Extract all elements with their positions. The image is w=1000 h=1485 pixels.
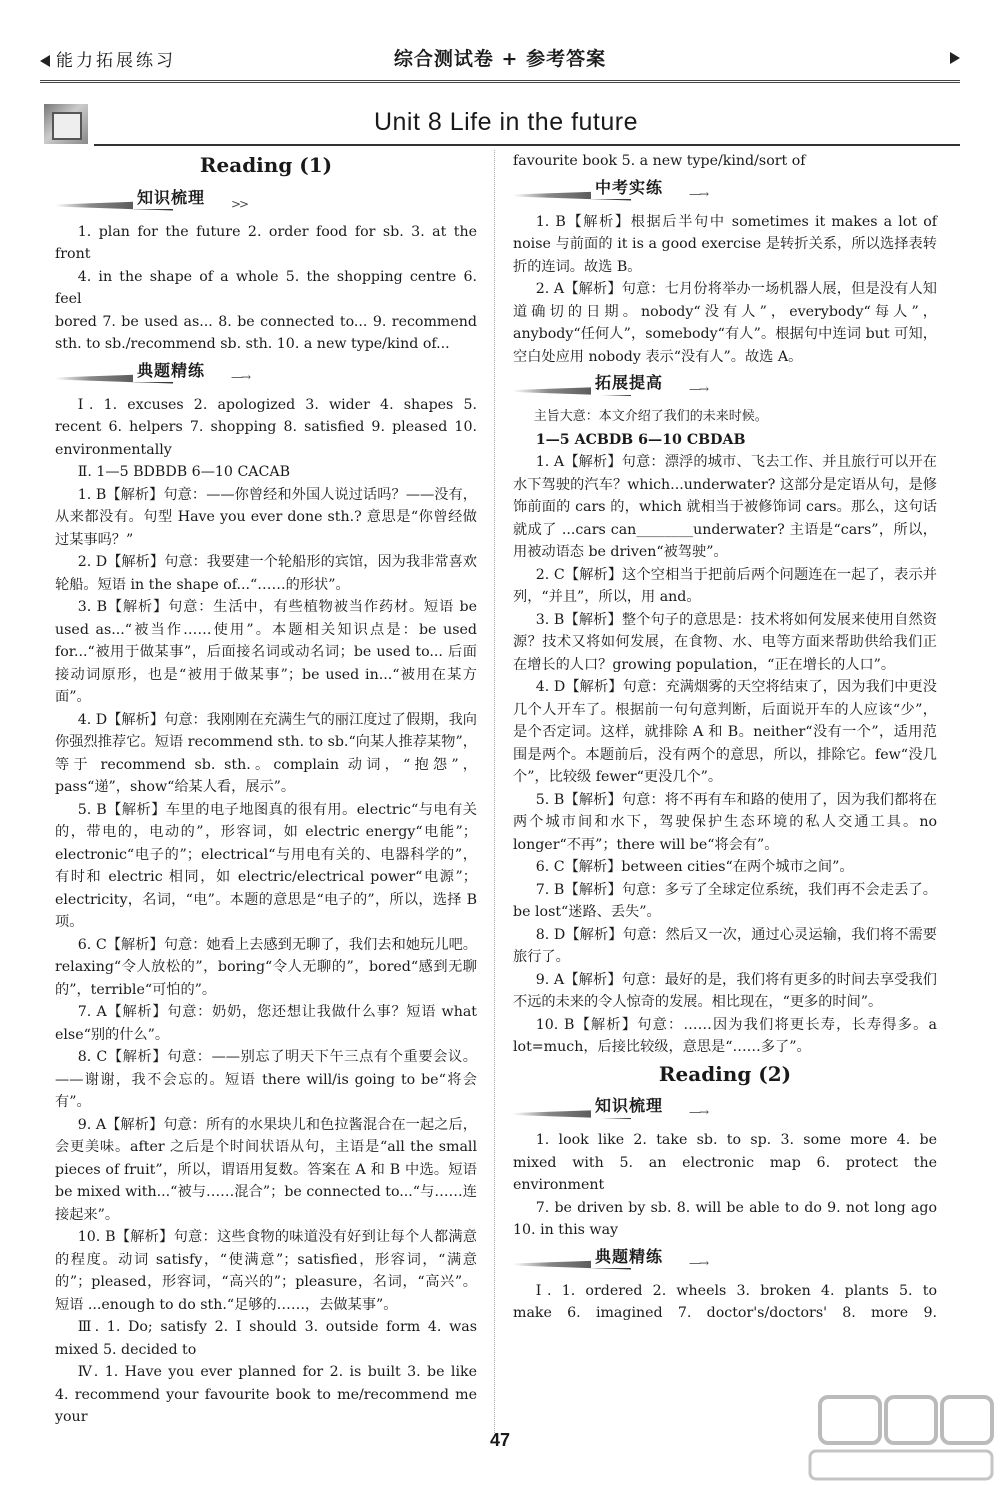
explanation-item: 2. A【解析】句意：七月份将举办一场机器人展，但是没有人知道确切的日期。nobody“没有人”，everybody“每人”，anybody“任何人”，somebody“有人”。根据句中连词 but 可知，空白处应用 nobody 表示“没有人”。故选 A。 — [513, 281, 937, 365]
answer-line: favourite book 5. a new type/kind/sort of — [513, 153, 806, 169]
section-title-reading2: Reading (2) — [658, 1061, 792, 1086]
double-arrow-icon: >> — [231, 196, 248, 211]
explanation-item: 1. B【解析】根据后半句中 sometimes it makes a lot of noise 与前面的 it is a good exercise 是转折关系，所以选择表转折的连词。故选 B。 — [513, 213, 937, 275]
answer-line: sth. to sb./recommend sb. sth. 10. a new type/kind of... — [55, 336, 450, 352]
watermark-logo — [790, 1385, 1000, 1485]
explanation-item: 4. D【解析】句意：我刚刚在充满生气的丽江度过了假期，我向你强烈推荐它。短语 recommend sth. to sb.“向某人推荐某物”，等于 recommend sb. sth.。complain 动词，“抱怨”，pass“递”，show“给某人看，展示”。 — [55, 711, 477, 795]
answer-line: 4. in the shape of a whole 5. the shopping centre 6. feel — [55, 268, 477, 307]
page-header — [40, 44, 960, 74]
explanation-item: 2. D【解析】句意：我要建一个轮船形的宾馆，因为我非常喜欢轮船。短语 in the shape of...“……的形状”。 — [55, 554, 477, 593]
answer-line: 1. plan for the future 2. order food for sb. 3. at the front — [55, 223, 477, 262]
answer-line: mixed with 5. an electronic map 6. protect the environment — [513, 1154, 937, 1193]
explanation-item: 2. C【解析】这个空相当于把前后两个问题连在一起了，表示并列，“并且”，所以，用 and。 — [513, 566, 937, 605]
right-arrow-icon — [950, 52, 960, 64]
explanation-item: 3. B【解析】整个句子的意思是：技术将如何发展来使用自然资源？技术又将如何发展，在食物、水、电等方面来帮助供给我们正在增长的人口？growing population，“正在增长的人口”。 — [513, 611, 937, 673]
main-idea: 主旨大意：本文介绍了我们的未来时候。 — [533, 409, 768, 424]
column-divider — [494, 150, 495, 1435]
subheader-practice — [55, 360, 477, 390]
explanation-item: 10. B【解析】句意：这些食物的味道没有好到让每个人都满意的程度。动词 satisfy，“使满意”；satisfied，形容词，“满意的”；pleased，形容词，“高兴的”；pleasure，名词，“高兴”。短语 ...enough to do sth.“足够的……，去做某事”。 — [55, 1229, 477, 1313]
right-column — [513, 150, 937, 1325]
header-title: 综合测试卷 + 参考答案 — [393, 48, 607, 70]
explanation-item: 9. A【解析】句意：最好的是，我们将有更多的时间去享受我们不远的未来的令人惊奇的发展。相比现在，“更多的时间”。 — [513, 971, 937, 1010]
answer-line: Ⅲ. 1. Do; satisfy 2. I should 3. outside form 4. was — [77, 1319, 477, 1335]
subheader-knowledge-2 — [513, 1095, 937, 1125]
left-column — [55, 150, 477, 1429]
arrow-right-icon: —→ — [231, 369, 250, 384]
explanation-item: 8. D【解析】句意：然后又一次，通过心灵运输，我们将不需要旅行了。 — [513, 926, 937, 965]
answer-line: 10. in this way — [513, 1222, 619, 1238]
subheader-label: 拓展提高 — [591, 372, 667, 395]
answer-line: Ⅰ. 1. ordered 2. wheels 3. broken 4. plants 5. to — [535, 1282, 937, 1299]
answer-line: Ⅳ. 1. Have you ever planned for 2. is built 3. be like — [77, 1364, 477, 1380]
unit-underline — [94, 144, 960, 146]
subheader-extension — [513, 372, 937, 402]
subheader-label: 知识梳理 — [591, 1095, 667, 1118]
explanation-item: 6. C【解析】between cities“在两个城市之间”。 — [535, 859, 854, 875]
subheader-label: 知识梳理 — [133, 187, 209, 210]
answer-line: 7. be driven by sb. 8. will be able to do 9. not long ago — [535, 1199, 937, 1216]
unit-book-icon — [44, 104, 88, 144]
arrow-right-icon: —→ — [689, 1105, 708, 1119]
subheader-knowledge — [55, 187, 477, 217]
subheader-exam-practice — [513, 177, 937, 207]
explanation-item: 1. B【解析】句意：——你曾经和外国人说过话吗？——没有，从来都没有。句型 Have you ever done sth.? 意思是“你曾经做过某事吗？” — [55, 486, 477, 548]
subheader-label: 中考实练 — [591, 177, 667, 200]
arrow-right-icon: —→ — [689, 382, 708, 396]
arrow-right-icon: —→ — [689, 1255, 708, 1270]
answer-key: 1—5 ACBDB 6—10 CBDAB — [535, 431, 746, 448]
explanation-item: 6. C【解析】句意：她看上去感到无聊了，我们去和她玩儿吧。relaxing“令人放松的”，boring“令人无聊的”，bored“感到无聊的”，terrible“可怕的”。 — [55, 936, 477, 998]
unit-title: Unit 8 Life in the future — [373, 108, 638, 136]
subheader-label: 典题精练 — [133, 360, 209, 383]
answer-line: 1. look like 2. take sb. to sp. 3. some more 4. be — [535, 1132, 937, 1148]
answer-line: make 6. imagined 7. doctor's/doctors' 8. more 9. — [513, 1305, 937, 1321]
unit-banner — [44, 104, 960, 146]
section-title-reading1: Reading (1) — [199, 153, 333, 177]
answer-line: Ⅰ. 1. excuses 2. apologized 3. wider 4. shapes 5. — [77, 396, 477, 413]
answer-line: Ⅱ. 1—5 BDBDB 6—10 CACAB — [77, 464, 291, 480]
page-number: 47 — [489, 1430, 511, 1450]
answer-line: recent 6. helpers 7. shopping 8. satisfied 9. pleased 10. — [55, 419, 477, 435]
header-divider — [40, 80, 960, 83]
subheader-label: 典题精练 — [591, 1246, 667, 1269]
answer-line: bored 7. be used as... 8. be connected to... 9. recommend — [55, 313, 477, 330]
explanation-item: 7. A【解析】句意：奶奶，您还想让我做什么事？短语 what else“别的什么”。 — [55, 1004, 477, 1043]
explanation-item: 7. B【解析】句意：多亏了全球定位系统，我们再不会走丢了。be lost“迷路、丢失”。 — [513, 881, 937, 920]
explanation-item: 3. B【解析】句意：生活中，有些植物被当作药材。短语 be used as...“被当作……使用”。本题相关知识点是：be used for...“被用于做某事”，后面接名词或动名词；be used to... 后面接动词原形，也是“被用于做某事”；be used in...“被用在某方面”。 — [55, 599, 477, 705]
explanation-item: 5. B【解析】句意：将不再有车和路的使用了，因为我们都将在两个城市间和水下，驾驶保护生态环境的私人交通工具。no longer“不再”；there will be“将会有”。 — [513, 791, 937, 853]
answer-line: environmentally — [55, 441, 172, 458]
header-left-text: 能力拓展练习 — [56, 51, 176, 71]
explanation-item: 10. B【解析】句意：……因为我们将更长寿，长寿得多。a lot=much，后接比较级，意思是“……多了”。 — [513, 1016, 937, 1055]
arrow-right-icon: —→ — [689, 186, 708, 201]
subheader-practice-2 — [513, 1246, 937, 1276]
explanation-item: 4. D【解析】句意：充满烟雾的天空将结束了，因为我们中更没几个人开车了。根据前一句句意判断，后面说开车的人应该“少”，是个否定词。这样，就排除 A 和 B。neither“没有一个”，适用范围是两个。本题前后，没有两个的意思，所以，排除它。few“没几个”，比较级 fewer“更没几个”。 — [513, 679, 937, 785]
explanation-item: 9. A【解析】句意：所有的水果块儿和色拉酱混合在一起之后，会更美味。after 之后是个时间状语从句，主语是“all the small pieces of fruit”，所以，谓语用复数。答案在 A 和 B 中选。短语 be mixed with...“被与……混合”；be connected to...“与……连接起来”。 — [55, 1116, 477, 1223]
explanation-item: 8. C【解析】句意：——别忘了明天下午三点有个重要会议。——谢谢，我不会忘的。短语 there will/is going to be“将会有”。 — [55, 1049, 477, 1110]
explanation-item: 5. B【解析】车里的电子地图真的很有用。electric“与电有关的，带电的，电动的”，形容词，如 electric energy“电能”；electronic“电子的”；electrical“与用电有关的、电器科学的”，有时和 electric 相同，如 electric/electrical power“电源”；electricity，名词，“电”。本题的意思是“电子的”，所以，选择 B 项。 — [55, 801, 477, 930]
answer-line: mixed 5. decided to — [55, 1341, 197, 1358]
answer-line: 4. recommend your favourite book to me/recommend me your — [55, 1386, 477, 1425]
explanation-item: 1. A【解析】句意：漂浮的城市、飞去工作、并且旅行可以开在水下驾驶的汽车？which...underwater? 这部分是定语从句，是修饰前面的 cars 的，which 就相当于被修饰词 cars。那么，这句话就成了 ...cars can________underwater? 主语是“cars”，所以，用被动语态 be driven“被驾驶”。 — [513, 454, 937, 560]
